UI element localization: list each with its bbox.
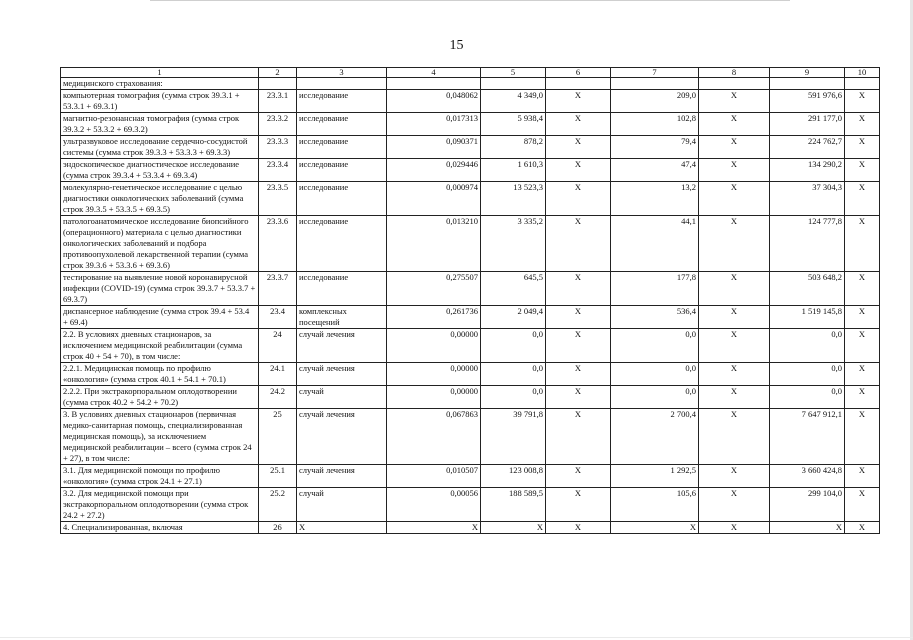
row-value-col10: X bbox=[845, 386, 880, 409]
row-code: 23.3.5 bbox=[259, 182, 297, 216]
row-unit: исследование bbox=[297, 159, 387, 182]
row-name: медицинского страхования: bbox=[61, 78, 259, 90]
row-unit: случай bbox=[297, 488, 387, 522]
row-name: молекулярно-генетическое исследование с целью диагностики онкологических заболеваний (сумма строк 39.3.5 + 53.3.5 + 69.3.5) bbox=[61, 182, 259, 216]
column-number: 1 bbox=[61, 68, 259, 78]
column-number: 4 bbox=[387, 68, 481, 78]
row-value-col6: X bbox=[546, 272, 611, 306]
row-code: 26 bbox=[259, 522, 297, 534]
row-name: 4. Специализированная, включая bbox=[61, 522, 259, 534]
row-value-col6: X bbox=[546, 216, 611, 272]
row-value-col9: 591 976,6 bbox=[770, 90, 845, 113]
row-value-col7 bbox=[611, 78, 699, 90]
column-number: 2 bbox=[259, 68, 297, 78]
row-value-col10: X bbox=[845, 182, 880, 216]
row-value-col4: X bbox=[387, 522, 481, 534]
row-name: 2.2.2. При экстракорпоральном оплодотворении (сумма строк 40.2 + 54.2 + 70.2) bbox=[61, 386, 259, 409]
row-value-col8: X bbox=[699, 272, 770, 306]
row-value-col9: 124 777,8 bbox=[770, 216, 845, 272]
row-name: 3. В условиях дневных стационаров (первичная медико-санитарная помощь, специализированная медицинская помощь), за исключением медицинской реабилитации – всего (сумма строк 24 + 27), в том числе: bbox=[61, 409, 259, 465]
row-value-col5: 123 008,8 bbox=[481, 465, 546, 488]
row-value-col7: 105,6 bbox=[611, 488, 699, 522]
row-name: компьютерная томография (сумма строк 39.3.1 + 53.3.1 + 69.3.1) bbox=[61, 90, 259, 113]
row-value-col5: 0,0 bbox=[481, 363, 546, 386]
row-value-col8: X bbox=[699, 159, 770, 182]
row-value-col9: 291 177,0 bbox=[770, 113, 845, 136]
row-value-col4: 0,00000 bbox=[387, 386, 481, 409]
row-value-col7: X bbox=[611, 522, 699, 534]
row-value-col9: 503 648,2 bbox=[770, 272, 845, 306]
column-number: 10 bbox=[845, 68, 880, 78]
row-value-col9: 7 647 912,1 bbox=[770, 409, 845, 465]
row-value-col4: 0,275507 bbox=[387, 272, 481, 306]
row-name: диспансерное наблюдение (сумма строк 39.4 + 53.4 + 69.4) bbox=[61, 306, 259, 329]
row-value-col7: 177,8 bbox=[611, 272, 699, 306]
row-value-col7: 2 700,4 bbox=[611, 409, 699, 465]
table-row bbox=[61, 306, 880, 329]
row-value-col6: X bbox=[546, 409, 611, 465]
row-name: ультразвуковое исследование сердечно-сосудистой системы (сумма строк 39.3.3 + 53.3.3 + 69.3.3) bbox=[61, 136, 259, 159]
row-name: 3.1. Для медицинской помощи по профилю «онкология» (сумма строк 24.1 + 27.1) bbox=[61, 465, 259, 488]
row-value-col5: 5 938,4 bbox=[481, 113, 546, 136]
table-row bbox=[61, 159, 880, 182]
row-code: 23.3.6 bbox=[259, 216, 297, 272]
row-value-col10: X bbox=[845, 159, 880, 182]
row-name: 3.2. Для медицинской помощи при экстракорпоральном оплодотворении (сумма строк 24.2 + 27.2) bbox=[61, 488, 259, 522]
row-unit: исследование bbox=[297, 136, 387, 159]
row-value-col4: 0,00056 bbox=[387, 488, 481, 522]
row-value-col6: X bbox=[546, 159, 611, 182]
row-value-col10: X bbox=[845, 216, 880, 272]
row-unit: комплексных посещений bbox=[297, 306, 387, 329]
row-code: 25.2 bbox=[259, 488, 297, 522]
row-value-col6: X bbox=[546, 465, 611, 488]
row-value-col4: 0,048062 bbox=[387, 90, 481, 113]
row-value-col8: X bbox=[699, 182, 770, 216]
row-value-col8: X bbox=[699, 363, 770, 386]
row-value-col4: 0,010507 bbox=[387, 465, 481, 488]
row-value-col10: X bbox=[845, 465, 880, 488]
row-value-col9: 1 519 145,8 bbox=[770, 306, 845, 329]
table-row bbox=[61, 363, 880, 386]
row-value-col8: X bbox=[699, 409, 770, 465]
row-value-col9: 3 660 424,8 bbox=[770, 465, 845, 488]
row-value-col5: 188 589,5 bbox=[481, 488, 546, 522]
row-value-col9: 37 304,3 bbox=[770, 182, 845, 216]
row-value-col6: X bbox=[546, 522, 611, 534]
page-number: 15 bbox=[449, 38, 464, 53]
row-value-col4: 0,029446 bbox=[387, 159, 481, 182]
row-value-col9: X bbox=[770, 522, 845, 534]
row-code bbox=[259, 78, 297, 90]
row-unit: случай лечения bbox=[297, 465, 387, 488]
row-value-col5: X bbox=[481, 522, 546, 534]
row-value-col8: X bbox=[699, 386, 770, 409]
row-value-col6: X bbox=[546, 488, 611, 522]
row-value-col4: 0,00000 bbox=[387, 363, 481, 386]
data-table bbox=[60, 67, 880, 534]
row-value-col8: X bbox=[699, 216, 770, 272]
row-code: 23.4 bbox=[259, 306, 297, 329]
column-number: 6 bbox=[546, 68, 611, 78]
row-value-col9: 299 104,0 bbox=[770, 488, 845, 522]
row-value-col9: 0,0 bbox=[770, 386, 845, 409]
row-value-col5 bbox=[481, 78, 546, 90]
row-value-col7: 536,4 bbox=[611, 306, 699, 329]
row-unit: исследование bbox=[297, 90, 387, 113]
row-value-col7: 0,0 bbox=[611, 386, 699, 409]
row-value-col10: X bbox=[845, 272, 880, 306]
row-value-col4: 0,017313 bbox=[387, 113, 481, 136]
row-value-col4: 0,090371 bbox=[387, 136, 481, 159]
row-value-col8: X bbox=[699, 113, 770, 136]
row-name: эндоскопическое диагностическое исследование (сумма строк 39.3.4 + 53.3.4 + 69.3.4) bbox=[61, 159, 259, 182]
row-value-col10: X bbox=[845, 409, 880, 465]
row-code: 23.3.7 bbox=[259, 272, 297, 306]
row-code: 23.3.1 bbox=[259, 90, 297, 113]
row-value-col6: X bbox=[546, 329, 611, 363]
row-value-col7: 13,2 bbox=[611, 182, 699, 216]
row-value-col8: X bbox=[699, 306, 770, 329]
row-name: 2.2.1. Медицинская помощь по профилю «онкология» (сумма строк 40.1 + 54.1 + 70.1) bbox=[61, 363, 259, 386]
column-number: 7 bbox=[611, 68, 699, 78]
column-number: 8 bbox=[699, 68, 770, 78]
row-value-col7: 44,1 bbox=[611, 216, 699, 272]
row-unit bbox=[297, 78, 387, 90]
column-number: 3 bbox=[297, 68, 387, 78]
row-value-col5: 2 049,4 bbox=[481, 306, 546, 329]
row-unit: случай лечения bbox=[297, 363, 387, 386]
row-value-col6: X bbox=[546, 306, 611, 329]
row-value-col9: 0,0 bbox=[770, 363, 845, 386]
row-value-col5: 1 610,3 bbox=[481, 159, 546, 182]
row-value-col8: X bbox=[699, 90, 770, 113]
table-row bbox=[61, 409, 880, 465]
table-row bbox=[61, 386, 880, 409]
row-value-col9 bbox=[770, 78, 845, 90]
row-value-col5: 878,2 bbox=[481, 136, 546, 159]
row-name: тестирование на выявление новой коронавирусной инфекции (COVID-19) (сумма строк 39.3.7 + 53.3.7 + 69.3.7) bbox=[61, 272, 259, 306]
row-unit: исследование bbox=[297, 272, 387, 306]
row-name: магнитно-резонансная томография (сумма строк 39.3.2 + 53.3.2 + 69.3.2) bbox=[61, 113, 259, 136]
row-code: 24 bbox=[259, 329, 297, 363]
row-code: 24.1 bbox=[259, 363, 297, 386]
row-code: 23.3.3 bbox=[259, 136, 297, 159]
row-unit: исследование bbox=[297, 113, 387, 136]
row-value-col9: 134 290,2 bbox=[770, 159, 845, 182]
row-code: 25 bbox=[259, 409, 297, 465]
row-value-col5: 0,0 bbox=[481, 329, 546, 363]
row-value-col10 bbox=[845, 78, 880, 90]
table-row bbox=[61, 272, 880, 306]
row-value-col9: 0,0 bbox=[770, 329, 845, 363]
row-value-col4: 0,067863 bbox=[387, 409, 481, 465]
row-unit: исследование bbox=[297, 182, 387, 216]
row-value-col6: X bbox=[546, 136, 611, 159]
row-value-col4: 0,000974 bbox=[387, 182, 481, 216]
row-name: 2.2. В условиях дневных стационаров, за исключением медицинской реабилитации (сумма строк 40 + 54 + 70), в том числе: bbox=[61, 329, 259, 363]
row-unit: случай лечения bbox=[297, 329, 387, 363]
row-value-col4: 0,261736 bbox=[387, 306, 481, 329]
table-row bbox=[61, 465, 880, 488]
row-code: 23.3.2 bbox=[259, 113, 297, 136]
row-value-col4: 0,00000 bbox=[387, 329, 481, 363]
table-row bbox=[61, 329, 880, 363]
scan-top-line bbox=[150, 0, 790, 1]
row-unit: случай bbox=[297, 386, 387, 409]
table-row bbox=[61, 522, 880, 534]
row-code: 23.3.4 bbox=[259, 159, 297, 182]
row-value-col10: X bbox=[845, 488, 880, 522]
row-value-col8: X bbox=[699, 136, 770, 159]
table-row bbox=[61, 113, 880, 136]
row-value-col10: X bbox=[845, 113, 880, 136]
row-value-col7: 0,0 bbox=[611, 363, 699, 386]
row-code: 25.1 bbox=[259, 465, 297, 488]
row-code: 24.2 bbox=[259, 386, 297, 409]
row-value-col5: 0,0 bbox=[481, 386, 546, 409]
column-number: 9 bbox=[770, 68, 845, 78]
row-value-col6: X bbox=[546, 90, 611, 113]
row-value-col5: 3 335,2 bbox=[481, 216, 546, 272]
row-value-col8: X bbox=[699, 522, 770, 534]
row-value-col10: X bbox=[845, 306, 880, 329]
table-row bbox=[61, 182, 880, 216]
row-unit: случай лечения bbox=[297, 409, 387, 465]
row-value-col7: 47,4 bbox=[611, 159, 699, 182]
row-value-col8: X bbox=[699, 488, 770, 522]
row-value-col4 bbox=[387, 78, 481, 90]
row-value-col7: 79,4 bbox=[611, 136, 699, 159]
row-value-col5: 645,5 bbox=[481, 272, 546, 306]
row-value-col10: X bbox=[845, 329, 880, 363]
row-value-col5: 13 523,3 bbox=[481, 182, 546, 216]
row-value-col7: 1 292,5 bbox=[611, 465, 699, 488]
row-value-col6: X bbox=[546, 386, 611, 409]
row-value-col7: 209,0 bbox=[611, 90, 699, 113]
row-value-col10: X bbox=[845, 136, 880, 159]
row-name: патологоанатомическое исследование биопсийного (операционного) материала с целью диагностики онкологических заболеваний и подбора противоопухолевой лекарственной терапии (сумма строк 39.3.6 + 53.3.6 + 69.3.6) bbox=[61, 216, 259, 272]
row-value-col5: 39 791,8 bbox=[481, 409, 546, 465]
row-value-col6: X bbox=[546, 182, 611, 216]
table-row bbox=[61, 78, 880, 90]
row-value-col8: X bbox=[699, 465, 770, 488]
row-value-col10: X bbox=[845, 522, 880, 534]
row-unit: исследование bbox=[297, 216, 387, 272]
row-value-col4: 0,013210 bbox=[387, 216, 481, 272]
table-body bbox=[61, 68, 880, 534]
column-number: 5 bbox=[481, 68, 546, 78]
row-value-col10: X bbox=[845, 90, 880, 113]
column-number-row bbox=[61, 68, 880, 78]
table-row bbox=[61, 90, 880, 113]
row-value-col7: 0,0 bbox=[611, 329, 699, 363]
table-row bbox=[61, 488, 880, 522]
row-value-col10: X bbox=[845, 363, 880, 386]
row-value-col6: X bbox=[546, 113, 611, 136]
row-value-col5: 4 349,0 bbox=[481, 90, 546, 113]
row-value-col6: X bbox=[546, 363, 611, 386]
row-value-col8: X bbox=[699, 329, 770, 363]
row-value-col6 bbox=[546, 78, 611, 90]
scan-bottom-line bbox=[0, 637, 913, 638]
table-row bbox=[61, 136, 880, 159]
row-value-col7: 102,8 bbox=[611, 113, 699, 136]
row-value-col8 bbox=[699, 78, 770, 90]
table-row bbox=[61, 216, 880, 272]
row-value-col9: 224 762,7 bbox=[770, 136, 845, 159]
row-unit: X bbox=[297, 522, 387, 534]
